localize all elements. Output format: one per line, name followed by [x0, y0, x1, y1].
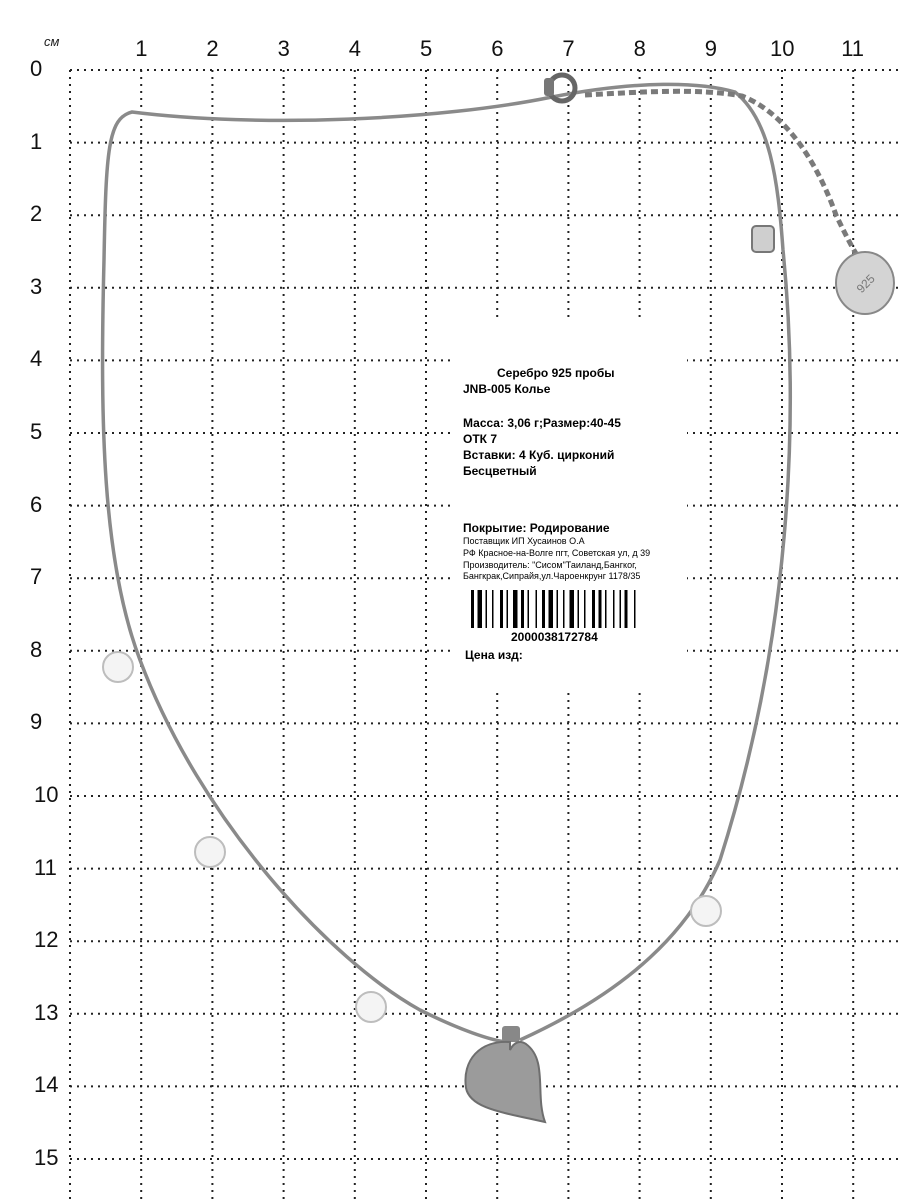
y-tick-label: 7: [30, 564, 43, 590]
x-tick-label: 1: [135, 36, 148, 61]
barcode-bar: [549, 590, 554, 628]
y-tick-label: 0: [30, 56, 43, 81]
label-manufacturer: Производитель: "Сисом"Таиланд,Бангког,: [463, 560, 637, 570]
x-tick-label: 5: [420, 36, 433, 61]
y-tick-label: 15: [34, 1145, 59, 1170]
x-tick-label: 9: [704, 36, 718, 61]
barcode-bar: [507, 590, 509, 628]
x-tick-label: 3: [277, 36, 290, 61]
barcode-bar: [634, 590, 636, 628]
extension-chain: [585, 91, 862, 262]
y-tick-label: 8: [30, 636, 43, 662]
x-tick-label: 4: [348, 36, 362, 61]
zirconia-drops: [103, 652, 721, 1022]
label-coating: Покрытие: Родирование: [463, 521, 610, 535]
y-tick-label: 11: [34, 854, 57, 880]
y-tick-label: 6: [30, 491, 43, 517]
barcode-bar: [536, 590, 538, 628]
x-tick-label: 6: [491, 36, 504, 61]
label-article: JNB-005 Колье: [463, 382, 551, 396]
zirconia-drop-4: [691, 896, 721, 926]
barcode-bar: [563, 590, 565, 628]
barcode-bar: [578, 590, 580, 628]
zirconia-drop-1: [103, 652, 133, 682]
heart-pendant: [465, 1026, 545, 1122]
price-label: Цена изд:: [465, 648, 523, 662]
x-tick-label: 10: [770, 36, 795, 61]
barcode-number: 2000038172784: [511, 630, 598, 644]
y-tick-label: 10: [34, 782, 59, 807]
unit-label: см: [44, 34, 60, 49]
label-otk: ОТК 7: [463, 432, 497, 446]
barcode-bar: [478, 590, 483, 628]
barcode-bar: [528, 590, 530, 628]
barcode-bar: [486, 590, 488, 628]
barcode-bar: [542, 590, 545, 628]
barcode-bar: [613, 590, 615, 628]
barcode-bar: [592, 590, 595, 628]
label-metal: Серебро 925 пробы: [497, 366, 615, 380]
y-tick-label: 13: [34, 999, 59, 1025]
y-tick-label: 2: [30, 201, 43, 227]
y-tick-label: 12: [34, 927, 59, 953]
x-tick-label: 8: [633, 36, 646, 61]
barcode: [469, 590, 669, 628]
barcode-bar: [605, 590, 607, 628]
crystal-bead-right: [752, 226, 774, 252]
zirconia-drop-3: [356, 992, 386, 1022]
label-inserts: Вставки: 4 Куб. цирконий: [463, 448, 615, 462]
barcode-bar: [500, 590, 503, 628]
label-color: Бесцветный: [463, 464, 537, 478]
barcode-bar: [557, 590, 559, 628]
barcode-bar: [471, 590, 474, 628]
barcode-bar: [599, 590, 602, 628]
x-tick-label: 7: [562, 36, 575, 61]
product-label: [455, 322, 687, 688]
x-tick-label: 11: [841, 36, 865, 61]
y-tick-label: 4: [30, 346, 43, 372]
barcode-bar: [513, 590, 518, 628]
label-supplier: Поставщик ИП Хусаинов О.А: [463, 536, 585, 546]
y-tick-label: 14: [34, 1072, 59, 1098]
barcode-bar: [625, 590, 628, 628]
zirconia-drop-2: [195, 837, 225, 867]
x-tick-label: 2: [206, 36, 219, 61]
label-manufacturer-address: Бангкрак,Сипрайя,ул.Чароенкрунг 1178/35: [463, 571, 641, 581]
y-tick-label: 3: [30, 273, 43, 299]
barcode-bar: [584, 590, 586, 628]
barcode-bar: [620, 590, 622, 628]
barcode-bar: [492, 590, 494, 628]
label-address: РФ Красное-на-Волге пгт, Советская ул, д 39: [463, 548, 651, 558]
barcode-bar: [570, 590, 575, 628]
y-tick-label: 1: [30, 128, 43, 154]
label-mass-size: Масса: 3,06 г;Размер:40-45: [463, 416, 621, 430]
y-tick-label: 9: [30, 709, 43, 735]
hallmark-text: 925: [853, 271, 878, 296]
hallmark-tag: [836, 252, 894, 314]
y-tick-label: 5: [30, 419, 43, 444]
barcode-bar: [521, 590, 524, 628]
